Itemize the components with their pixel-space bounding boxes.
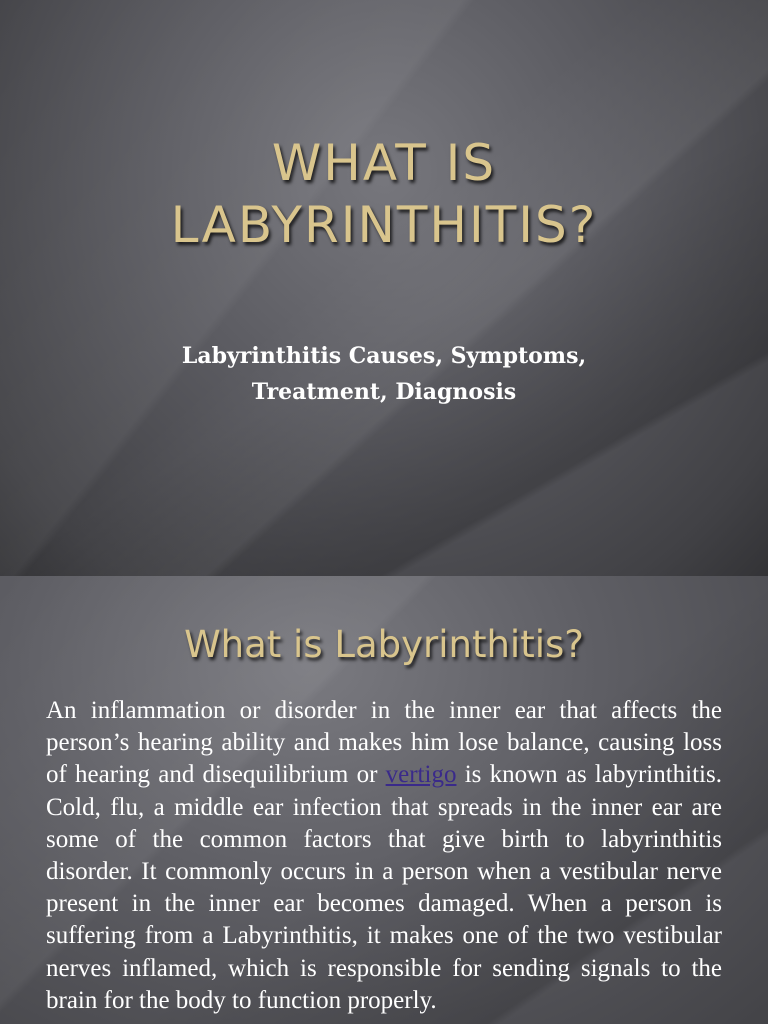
- body-text-part-2: is known as labyrinthitis. Cold, flu, a middle ear infection that spreads in the inner ear are some of the common factors that give birth to labyrinthitis disorder. It commonly occurs in a person when a vestibular nerve present in the inner ear becomes damaged. When a person is suffering from a Labyrinthitis, it makes one of the two vestibular nerves inflamed, which is responsible for sending signals to the brain for the body to function properly.: [46, 761, 722, 1014]
- slide-title-line-2: LABYRINTHITIS?: [170, 196, 598, 254]
- vertigo-link[interactable]: vertigo: [385, 761, 457, 789]
- body-text-part-1: An inflammation or disorder in the inner ear that affects the person’s hearing ability and makes him lose balance, causing loss of hearing and disequilibrium or: [46, 697, 722, 789]
- content-body-text: [46, 695, 722, 1017]
- slide-title-line-1: WHAT IS: [271, 134, 497, 192]
- subtitle-line-1: Labyrinthitis Causes, Symptoms,: [181, 343, 587, 369]
- content-slide-title: What is Labyrinthitis?: [184, 623, 584, 666]
- slide-subtitle: [0, 338, 768, 410]
- content-slide: [0, 576, 768, 1024]
- slide-title: [0, 132, 768, 256]
- subtitle-line-2: Treatment, Diagnosis: [251, 379, 517, 405]
